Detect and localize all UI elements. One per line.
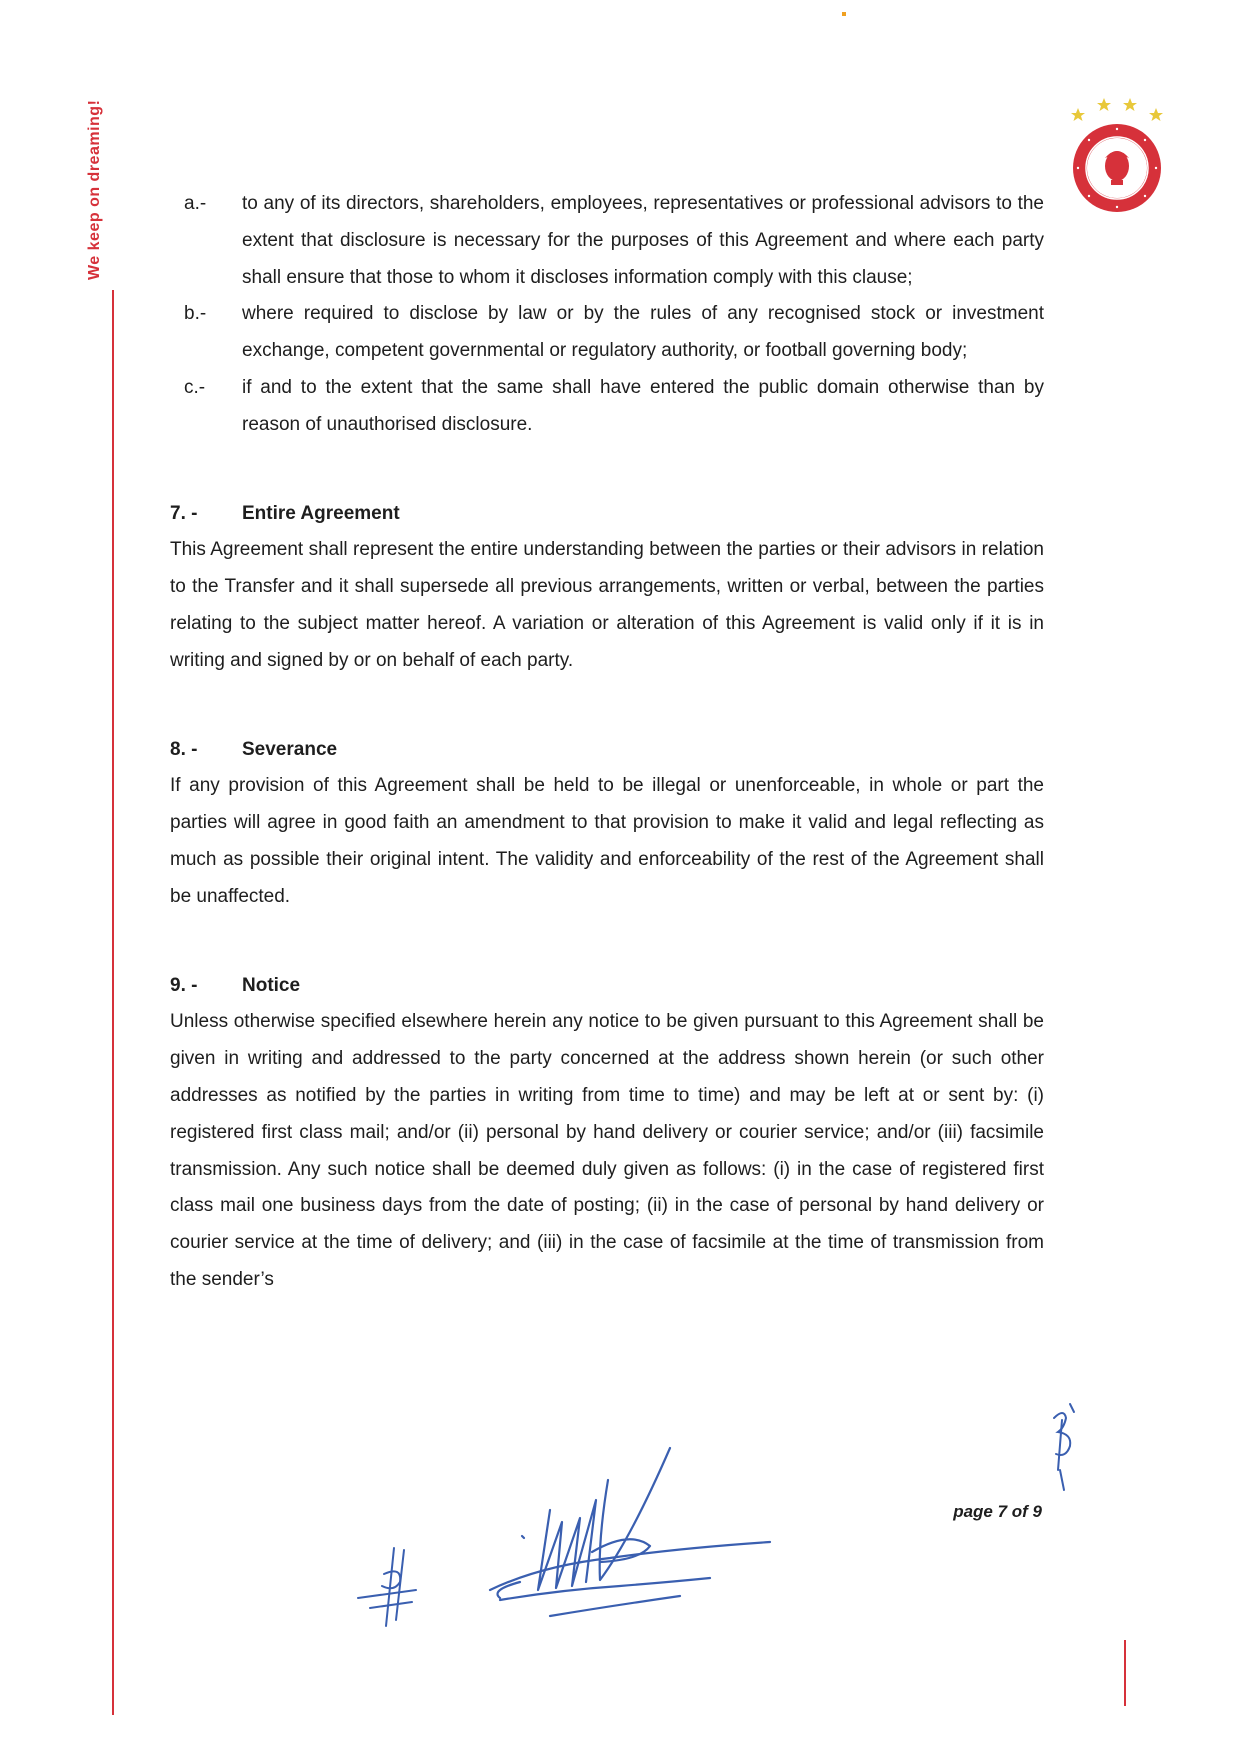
section-severance (170, 732, 1044, 916)
list-item-text: to any of its directors, shareholders, employees, representatives or professional advisors to the extent that disclosure is necessary for the purposes of this Agreement and where each party shall ensure that those to whom it discloses information comply with this clause; (242, 193, 1044, 288)
list-marker: a.- (184, 193, 207, 214)
section-title: Entire Agreement (242, 502, 400, 524)
section-body: This Agreement shall represent the entire understanding between the parties or their advisors in relation to the Transfer and it shall supersede all previous arrangements, written or verbal, between the parties relating to the subject matter hereof. A variation or alteration of this Agreement is valid only if it is in writing and signed by or on behalf of each party. (170, 539, 1044, 671)
document-body (170, 186, 1044, 1299)
signature-icon (350, 1540, 430, 1630)
section-heading (170, 732, 1044, 769)
list-marker: b.- (184, 303, 207, 325)
section-number: 8. - (170, 738, 198, 760)
section-title: Severance (242, 738, 338, 760)
list-item-text: where required to disclose by law or by the rules of any recognised stock or investment exchange, competent governmental or regulatory authority, or football governing body; (242, 303, 1044, 362)
page-number: page 7 of 9 (953, 1502, 1042, 1521)
margin-rule (112, 290, 114, 1715)
list-item (170, 370, 1044, 444)
list-item-text: if and to the extent that the same shall have entered the public domain otherwise than by reason of unauthorised disclosure. (242, 376, 1044, 435)
club-crest-icon (1064, 96, 1170, 216)
section-title: Notice (242, 974, 301, 996)
section-heading (170, 968, 1044, 1005)
initials-signature-right (1040, 1400, 1090, 1500)
section-body: If any provision of this Agreement shall be held to be illegal or unenforceable, in whole or part the parties will agree in good faith an amendment to that provision to make it valid and legal reflecting as much as possible their original intent. The validity and enforceability of the rest of the Agreement shall be unaffected. (170, 775, 1044, 907)
section-number: 7. - (170, 502, 198, 524)
signature-icon (480, 1440, 780, 1630)
margin-tagline: We keep on dreaming! (86, 99, 103, 280)
section-body: Unless otherwise specified elsewhere herein any notice to be given pursuant to this Agreement shall be given in writing and addressed to the party concerned at the address shown herein (or such other addresses as notified by the parties in writing from time to time) and may be left at or sent by: (i) registered first class mail; and/or (ii) personal by hand delivery or courier service; and/or (iii) facsimile transmission. Any such notice shall be deemed duly given as follows: (i) in the case of registered first class mail one business days from the date of posting; (ii) in the case of personal by hand delivery or courier service at the time of delivery; and (iii) in the case of facsimile at the time of transmission from the sender’s (170, 1011, 1044, 1290)
signature-icon (1040, 1400, 1090, 1500)
main-signature (480, 1440, 780, 1630)
right-margin-rule (1124, 1640, 1126, 1706)
section-heading (170, 496, 1044, 533)
initials-signature-left (350, 1540, 430, 1630)
list-item (170, 186, 1044, 296)
club-crest-logo (1064, 96, 1170, 216)
list-marker: c.- (184, 376, 206, 398)
scan-speck (842, 12, 846, 16)
section-number: 9. - (170, 974, 198, 996)
list-item (170, 296, 1044, 370)
section-notice (170, 968, 1044, 1299)
section-entire-agreement (170, 496, 1044, 680)
disclosure-exceptions-list (170, 186, 1044, 444)
